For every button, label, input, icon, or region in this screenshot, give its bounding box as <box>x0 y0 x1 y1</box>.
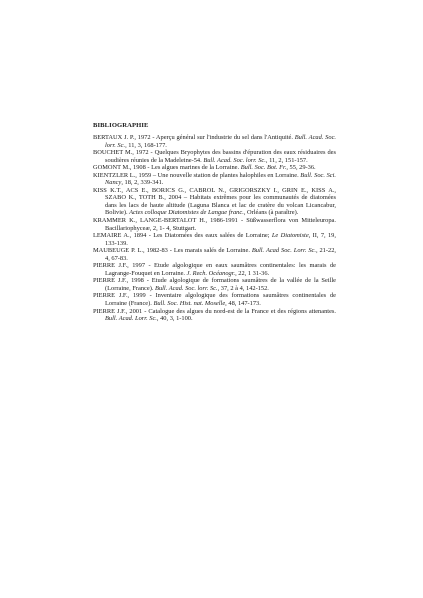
ref-authors-year: PIERRE J.F., 2001 - <box>93 307 149 315</box>
ref-journal: Le Diatomiste <box>271 232 309 240</box>
ref-title: Etude algologique en eaux saumâtres continentales: les marais de Lagrange-Fouquet en Lorraine. <box>105 262 337 277</box>
ref-journal: Bull. Soc. Sci. Nancy <box>105 171 336 187</box>
reference-item <box>93 134 336 149</box>
ref-title: Habitats extrêmes pour les communautés de diatomées dans les lacs de haute altitude (Laguna Blanca et lac de cratère du volcan Licancabur, Bolivie). <box>105 194 337 217</box>
ref-rest: , Orléans (à paraître). <box>243 209 299 217</box>
ref-journal: Bull. Acad. Soc. lorr. Sc. <box>105 134 337 149</box>
reference-item <box>93 217 336 232</box>
ref-journal: J. Rech. Océanogr. <box>186 269 236 277</box>
ref-title: Les algues marines de la Lorraine. <box>151 164 240 172</box>
ref-title: Etude algologique de formations saumâtres de la vallée de la Seille (Lorraine, France). <box>105 277 336 292</box>
ref-journal: Bull. Soc. Hist. nat. Moselle <box>153 300 226 308</box>
ref-journal: Bull. Acad. Lorr. Sc. <box>105 315 157 323</box>
document-page <box>93 122 336 323</box>
reference-item <box>93 247 336 262</box>
ref-title: Une nouvelle station de plantes halophiles en Lorraine. <box>157 171 299 179</box>
reference-item <box>93 262 336 277</box>
reference-item <box>93 149 336 164</box>
ref-title: Aperçu général sur l'industrie du sel dans l'Antiquité. <box>155 134 293 141</box>
reference-list <box>93 134 336 323</box>
reference-item <box>93 308 336 323</box>
ref-authors-year: LEMAIRE A., 1894 - <box>93 232 154 240</box>
reference-item <box>93 172 336 187</box>
ref-rest: , 11, 3, 168-177. <box>125 141 167 149</box>
ref-rest: , 40, 3, 1-100. <box>156 315 193 323</box>
ref-authors-year: PIERRE J.F., 1999 - <box>93 292 156 300</box>
ref-rest: , 11, 2, 151-157. <box>265 156 308 164</box>
ref-authors-year: BOUCHET M., 1972 - <box>93 149 155 157</box>
ref-rest: , 48, 147-173. <box>225 300 261 308</box>
ref-title: Süßwasserflora von Mitteleuropa. Bacillariophyceæ, 2, 1- 4, Stuttgart. <box>105 217 336 232</box>
reference-item <box>93 232 336 247</box>
ref-title: Les marais salés de Lorraine. <box>173 247 250 255</box>
ref-rest: , 55, 29-36. <box>286 164 316 172</box>
ref-authors-year: PIERRE J.F., 1997 - <box>93 262 155 270</box>
section-title: BIBLIOGRAPHIE <box>93 122 149 129</box>
ref-title: Catalogue des algues du nord-est de la France et des régions attenantes. <box>148 307 336 315</box>
ref-journal: Bull. Soc. Bot. Fr. <box>240 164 287 172</box>
ref-authors-year: KRAMMER K., LANGE-BERTALOT H., 1986-1991 - <box>93 217 247 225</box>
ref-rest: , 21-22, 4, 67-83. <box>105 247 336 262</box>
ref-authors-year: MAUBEUGE P. L., 1982-83 - <box>93 247 174 255</box>
reference-item <box>93 277 336 292</box>
reference-item <box>93 187 336 217</box>
ref-journal: Actes colloque Diatomistes de Langue franc. <box>129 209 244 217</box>
ref-title: Les Diatomées des eaux salées de Lorraine; <box>153 232 270 240</box>
reference-item <box>93 164 336 172</box>
ref-authors-year: PIERRE J.F., 1998 - <box>93 277 152 285</box>
ref-rest: , 37, 2 à 4, 142-152. <box>217 284 269 292</box>
ref-journal: Bull. Acad Soc. Lorr. Sc. <box>251 247 316 255</box>
ref-authors-year: GOMONT M., 1908 - <box>93 164 152 172</box>
ref-authors-year: KISS K.T., ACS E., BORICS G., CABROL N., GRIGORSZKY I., GRIN E., KISS A., SZABO K., TOTH B., 2004 – <box>93 186 336 202</box>
ref-title: Quelques Bryophytes des bassins d'épuration des eaux résiduaires des soudières réunies de la Madeleine-54. <box>105 149 336 164</box>
ref-rest: , 22, 1 31-36. <box>235 269 270 277</box>
ref-authors-year: KIENTZLER L., 1959 – <box>93 171 158 179</box>
ref-title: Inventaire algologique des formations saumâtres continentales de Lorraine (France). <box>105 292 336 308</box>
ref-authors-year: BERTAUX J. P., 1972 - <box>93 134 156 141</box>
ref-rest: , II, 7, 19, 133-139. <box>105 232 336 247</box>
ref-journal: Bull. Acad. Soc. lorr. Sc. <box>155 284 218 292</box>
reference-item <box>93 292 336 307</box>
ref-journal: Bull. Acad. Soc. lorr. Sc. <box>203 156 266 164</box>
ref-rest: , 18, 2, 339-341. <box>121 179 164 187</box>
